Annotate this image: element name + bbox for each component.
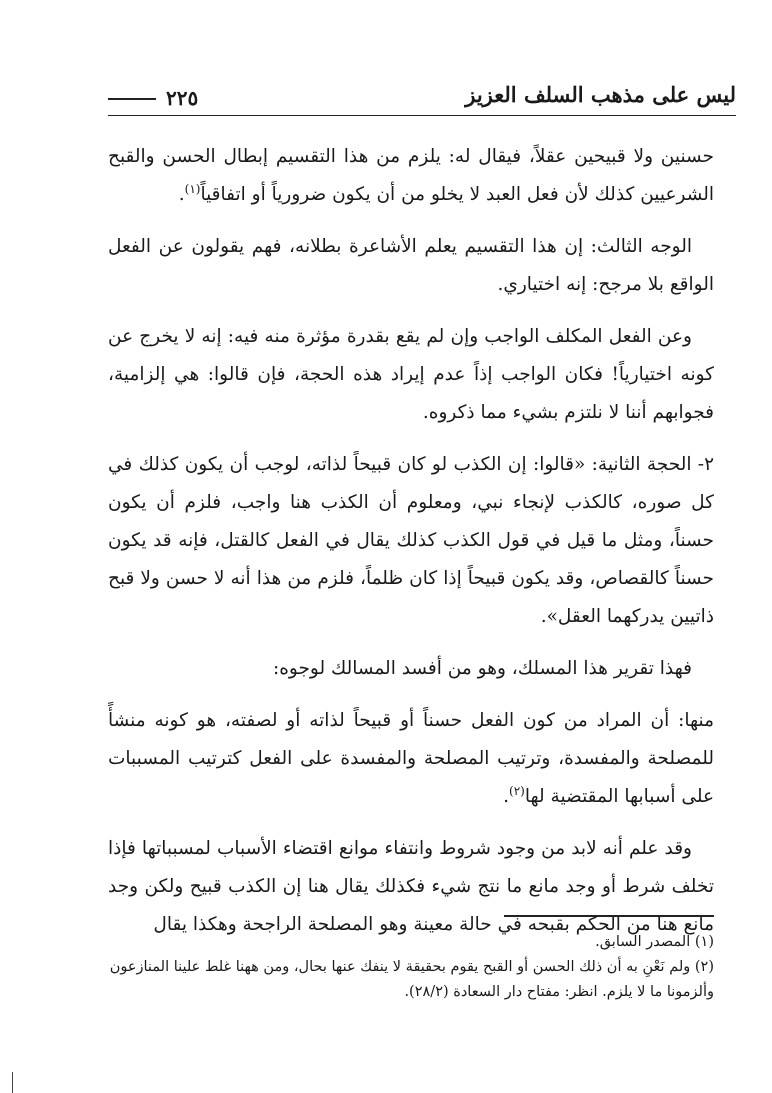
footnote-item: (١) المصدر السابق. — [595, 934, 714, 950]
paragraph — [108, 830, 714, 944]
page-number: ٢٢٥ — [166, 86, 199, 110]
paragraph — [108, 228, 714, 304]
paragraph-text: وعن الفعل المكلف الواجب وإن لم يقع بقدرة مؤثرة منه فيه: إنه لا يخرج عن كونه اختيارياً! فكان الواجب إذاً عدم إيراد هذه الحجة، فإن قالوا: هي إلزامية، فجوابهم أننا لا نلتزم بشيء مما ذكروه. — [108, 326, 714, 423]
main-text — [108, 138, 714, 958]
paragraph-tail: . — [503, 786, 510, 807]
footnote-ref[interactable]: (١) — [184, 181, 201, 196]
page-number-rule — [108, 98, 156, 100]
footnote-ref[interactable]: (٢) — [509, 783, 525, 798]
paragraph — [108, 446, 714, 636]
paragraph — [108, 702, 714, 816]
paragraph-text: ٢- الحجة الثانية: «قالوا: إن الكذب لو كان قبيحاً لذاته، لوجب أن يكون كذلك في كل صوره، كالكذب لإنجاء نبي، ومعلوم أن الكذب هنا واجب، فلزم أن يكون حسناً، ومثل ما قيل في قول الكذب كذلك يقال في الفعل كالقتل، فإنه قد يكون حسناً كالقصاص، وقد يكون قبيحاً إذا كان ظلماً، فلزم من هذا أنه لا حسن ولا قبح ذاتيين يدركهما العقل». — [108, 454, 714, 627]
paragraph-text: وقد علم أنه لابد من وجود شروط وانتفاء موانع اقتضاء الأسباب لمسبباتها فإذا تخلف شرط أو وجد مانع ما نتج شيء فكذلك يقال هنا إن الكذب قبيح ولكن وجد مانع هنا من الحكم بقبحه في حالة معينة وهو المصلحة الراجحة وهكذا يقال — [108, 838, 714, 935]
paragraph — [108, 318, 714, 432]
scan-margin-mark — [12, 1072, 13, 1093]
footnote-separator — [504, 915, 714, 917]
paragraph — [108, 650, 714, 688]
paragraph-text: حسنين ولا قبيحين عقلاً، فيقال له: يلزم من هذا التقسيم إبطال الحسن والقبح الشرعيين كذلك لأن فعل العبد لا يخلو من أن يكون ضرورياً أو اتفاقياً — [108, 146, 714, 205]
paragraph-tail: . — [178, 184, 185, 205]
paragraph — [108, 138, 714, 214]
footnote-item: (٢) ولم نَعْنِ به أن ذلك الحسن أو القبح يقوم بحقيقة لا ينفك عنها بحال، ومن ههنا غلط علينا المنازعون وألزمونا ما لا يلزم. انظر: مفتاح دار السعادة (٢٨/٢). — [109, 959, 714, 1000]
footnotes — [108, 930, 714, 1005]
running-title: ليس على مذهب السلف العزيز — [465, 82, 736, 107]
paragraph-text: منها: أن المراد من كون الفعل حسناً أو قبيحاً لذاته أو لصفته، هو كونه منشأً للمصلحة والمفسدة، وترتيب المصلحة والمفسدة على الفعل كترتيب المسببات على أسبابها المقتضية لها — [108, 710, 714, 807]
running-header — [108, 82, 736, 116]
paragraph-text: الوجه الثالث: إن هذا التقسيم يعلم الأشاعرة بطلانه، فهم يقولون عن الفعل الواقع بلا مرجح: إنه اختياري. — [108, 236, 714, 295]
header-rule — [108, 115, 736, 116]
paragraph-text: فهذا تقرير هذا المسلك، وهو من أفسد المسالك لوجوه: — [273, 658, 692, 679]
